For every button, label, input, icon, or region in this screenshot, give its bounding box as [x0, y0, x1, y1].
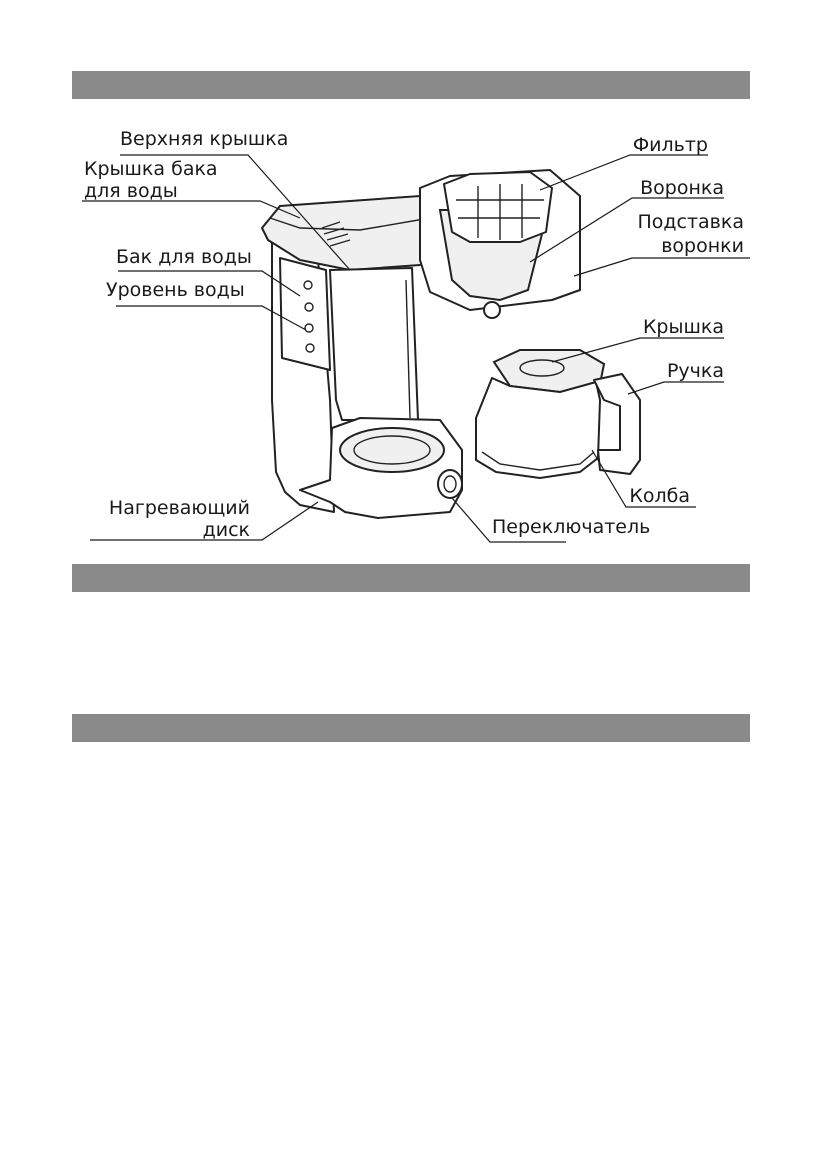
label-tank-lid-line2: для воды [84, 180, 178, 202]
label-handle: Ручка [666, 360, 724, 382]
filter-basket-shape [444, 172, 552, 242]
label-switch: Переключатель [492, 516, 651, 538]
label-heating-plate-line2: диск [202, 519, 250, 541]
label-funnel-holder-line1: Подставка [637, 211, 744, 233]
label-heating-plate-line1: Нагревающий [108, 497, 250, 519]
label-funnel: Воронка [640, 177, 724, 199]
label-carafe: Колба [629, 485, 690, 507]
coffee-maker-illustration [262, 170, 640, 518]
section-header-bar-1 [72, 71, 750, 99]
label-tank-lid-line1: Крышка бака [84, 158, 218, 180]
label-water-tank: Бак для воды [116, 246, 252, 268]
label-carafe-lid: Крышка [642, 316, 724, 338]
coffee-maker-diagram [0, 100, 822, 560]
label-water-level: Уровень воды [106, 279, 245, 301]
section-header-bar-3 [72, 714, 750, 742]
label-top-lid: Верхняя крышка [120, 128, 289, 150]
section-header-bar-2 [72, 564, 750, 592]
label-filter: Фильтр [632, 134, 708, 156]
carafe-handle-shape [594, 374, 640, 474]
water-tank-window [280, 258, 330, 370]
label-funnel-holder-line2: воронки [661, 235, 744, 257]
heating-plate-shape [340, 428, 444, 472]
switch-shape [438, 470, 462, 498]
